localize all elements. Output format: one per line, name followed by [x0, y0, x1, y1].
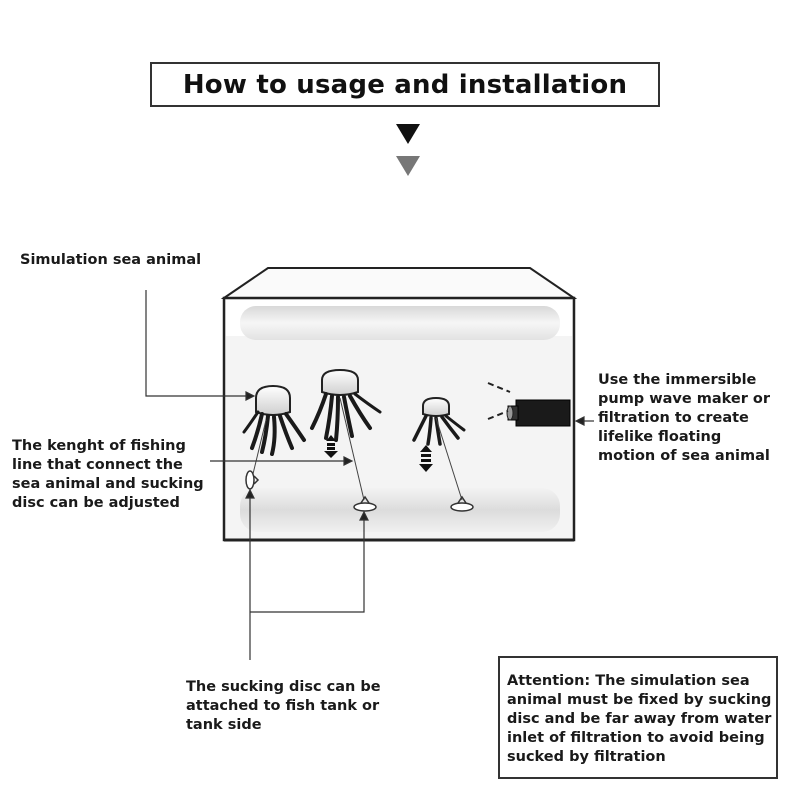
attention-text: Attention: The simulation sea animal must be fixed by sucking disc and be far away from water inlet of filtration to avoid being sucked by filtration [507, 673, 772, 765]
attention-box [498, 656, 778, 779]
arrow-down-light-icon [396, 156, 420, 176]
sucking-disc-label: The sucking disc can be attached to fish tank or tank side [186, 679, 381, 733]
sea-animal-label: Simulation sea animal [20, 252, 202, 268]
page-title: How to usage and installation [182, 69, 628, 100]
arrow-down-dark-icon [396, 124, 420, 144]
tank-lid [224, 268, 574, 298]
fishing-line-label: The kenght of fishing line that connect the sea animal and sucking disc can be adjusted [12, 438, 204, 511]
pump-label: Use the immersible pump wave maker or filtration to create lifelike floating motion of sea animal [598, 372, 771, 464]
